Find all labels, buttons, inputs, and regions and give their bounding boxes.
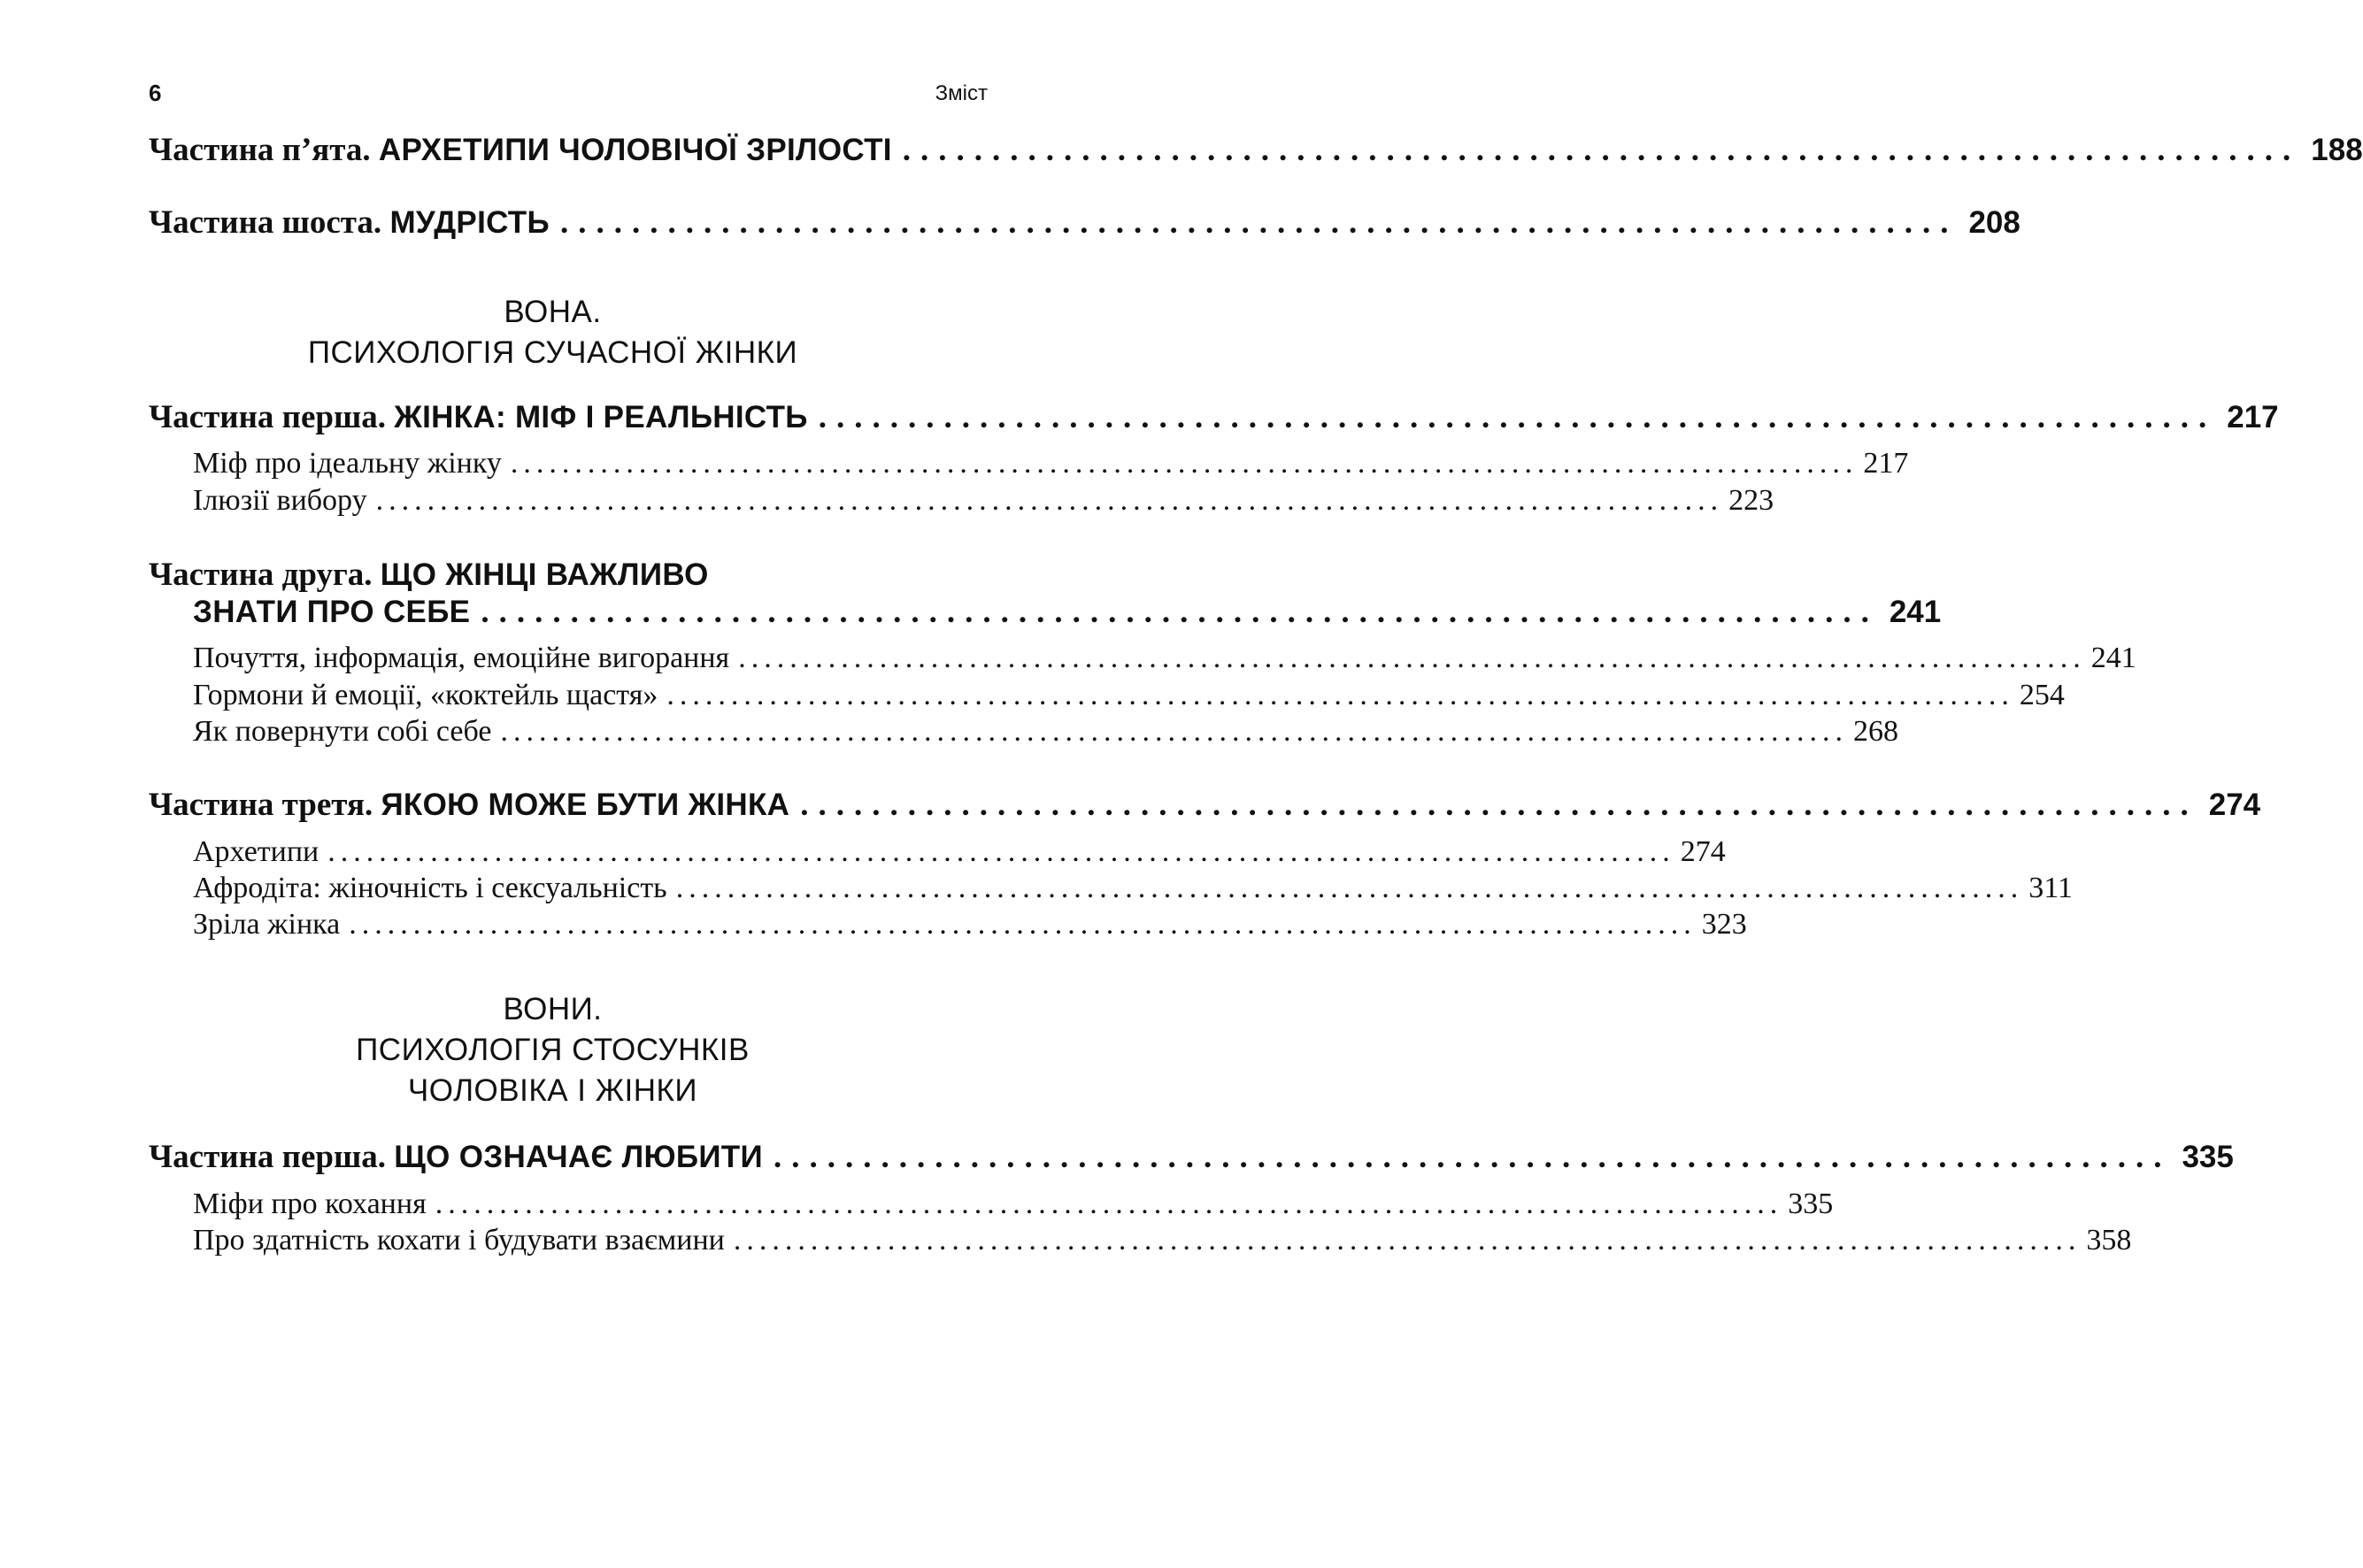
- dot-leader: .........................................................................................................: [435, 1188, 1783, 1220]
- page-ref: 217: [2227, 400, 2279, 434]
- section-heading-line: ВОНИ.: [503, 992, 603, 1026]
- part-label: Частина друга.: [149, 557, 373, 593]
- chapter-title: Гормони й емоції, «коктейль щастя»: [193, 679, 658, 711]
- part-title-continued: ЗНАТИ ПРО СЕБЕ: [193, 595, 471, 629]
- page-ref: 323: [1701, 908, 1747, 941]
- toc-chapter-entry[interactable]: [193, 447, 1909, 480]
- page-ref: 268: [1852, 715, 1898, 748]
- chapter-title: Про здатність кохати і будувати взаємини: [193, 1224, 725, 1257]
- part-title: ЯКОЮ МОЖЕ БУТИ ЖІНКА: [381, 788, 790, 822]
- dot-leader: .........................................................................................................: [349, 908, 1697, 941]
- dot-leader: .........................................................................................................: [733, 1224, 2082, 1257]
- toc-chapter-entry[interactable]: [193, 715, 1898, 749]
- part-title: ЖІНКА: МІФ І РЕАЛЬНІСТЬ: [394, 400, 808, 434]
- dot-leader: .........................................................................................................: [738, 642, 2086, 674]
- section-heading-line: ПСИХОЛОГІЯ СУЧАСНОЇ ЖІНКИ: [307, 335, 798, 370]
- toc-chapter-entry[interactable]: [193, 679, 2065, 712]
- page-ref: 335: [2182, 1140, 2234, 1174]
- section-heading-line: ПСИХОЛОГІЯ СТОСУНКІВ: [356, 1033, 750, 1067]
- dot-leader: .........................................................................................................: [375, 484, 1724, 517]
- page-ref: 335: [1788, 1188, 1834, 1220]
- page-number: 6: [149, 80, 162, 106]
- part-title: ЩО ОЗНАЧАЄ ЛЮБИТИ: [394, 1140, 763, 1174]
- dot-leader: .........................................................................................................: [500, 715, 1848, 748]
- dot-leader: ..............................................................................: [902, 132, 2301, 168]
- dot-leader: .........................................................................................................: [666, 679, 2014, 711]
- toc-chapter-entry[interactable]: [193, 872, 2073, 905]
- chapter-title: Афродіта: жіночність і сексуальність: [193, 872, 667, 904]
- dot-leader: .........................................................................................................: [510, 447, 1859, 480]
- part-label: Частина п’ята.: [149, 132, 371, 168]
- toc-chapter-entry[interactable]: [193, 908, 1747, 942]
- part-title: АРХЕТИПИ ЧОЛОВІЧОЇ ЗРІЛОСТІ: [378, 133, 892, 167]
- chapter-title: Міфи про кохання: [193, 1188, 427, 1220]
- toc-chapter-entry[interactable]: [193, 484, 1774, 518]
- part-title: ЩО ЖІНЦІ ВАЖЛИВО: [380, 557, 709, 592]
- section-heading-line: ЧОЛОВІКА І ЖІНКИ: [407, 1073, 698, 1108]
- dot-leader: ..............................................................................: [481, 594, 1879, 630]
- toc-part-entry[interactable]: [149, 1138, 2234, 1176]
- toc-part-entry[interactable]: [149, 556, 988, 594]
- page-ref: 254: [2019, 679, 2065, 711]
- section-heading-them: [0, 989, 1105, 1111]
- dot-leader: ..............................................................................: [559, 204, 1959, 241]
- toc-part-entry[interactable]: [149, 131, 2363, 169]
- chapter-title: Зріла жінка: [193, 908, 341, 941]
- toc-part-entry-continued[interactable]: [149, 593, 1942, 631]
- running-title: Зміст: [935, 81, 988, 105]
- part-label: Частина перша.: [149, 1139, 386, 1175]
- part-label: Частина третя.: [149, 787, 373, 823]
- chapter-title: Міф про ідеальну жінку: [193, 447, 502, 480]
- page-ref: 311: [2028, 872, 2073, 904]
- chapter-title: Почуття, інформація, емоційне вигорання: [193, 642, 730, 674]
- section-heading-line: ВОНА.: [504, 295, 602, 329]
- page-ref: 274: [2208, 788, 2261, 822]
- toc-part-entry[interactable]: [149, 398, 2279, 436]
- dot-leader: ..............................................................................: [818, 399, 2217, 435]
- chapter-title: Як повернути собі себе: [193, 715, 492, 748]
- page-ref: 241: [2090, 642, 2136, 674]
- toc-chapter-entry[interactable]: [193, 1224, 2132, 1257]
- page-ref: 223: [1728, 484, 1774, 517]
- dot-leader: .........................................................................................................: [327, 835, 1675, 868]
- page-ref: 241: [1889, 595, 1942, 629]
- toc-part-entry[interactable]: [149, 204, 2020, 242]
- page-ref: 274: [1680, 835, 1726, 868]
- part-title: МУДРІСТЬ: [389, 205, 550, 240]
- page-ref: 208: [1968, 205, 2020, 240]
- toc-chapter-entry[interactable]: [193, 835, 1726, 869]
- page-ref: 358: [2086, 1224, 2132, 1257]
- toc-chapter-entry[interactable]: [193, 1188, 1834, 1221]
- page-ref: 217: [1863, 447, 1909, 480]
- chapter-title: Архетипи: [193, 835, 319, 868]
- section-heading-her: [0, 292, 1105, 373]
- page-ref: 188: [2311, 133, 2363, 167]
- dot-leader: .........................................................................................................: [675, 872, 2024, 904]
- toc-part-entry[interactable]: [149, 786, 2261, 824]
- chapter-title: Ілюзії вибору: [193, 484, 367, 517]
- toc-chapter-entry[interactable]: [193, 642, 2136, 675]
- part-label: Частина шоста.: [149, 204, 382, 241]
- dot-leader: ..............................................................................: [800, 787, 2198, 823]
- dot-leader: ..............................................................................: [773, 1139, 2172, 1175]
- part-label: Частина перша.: [149, 399, 386, 435]
